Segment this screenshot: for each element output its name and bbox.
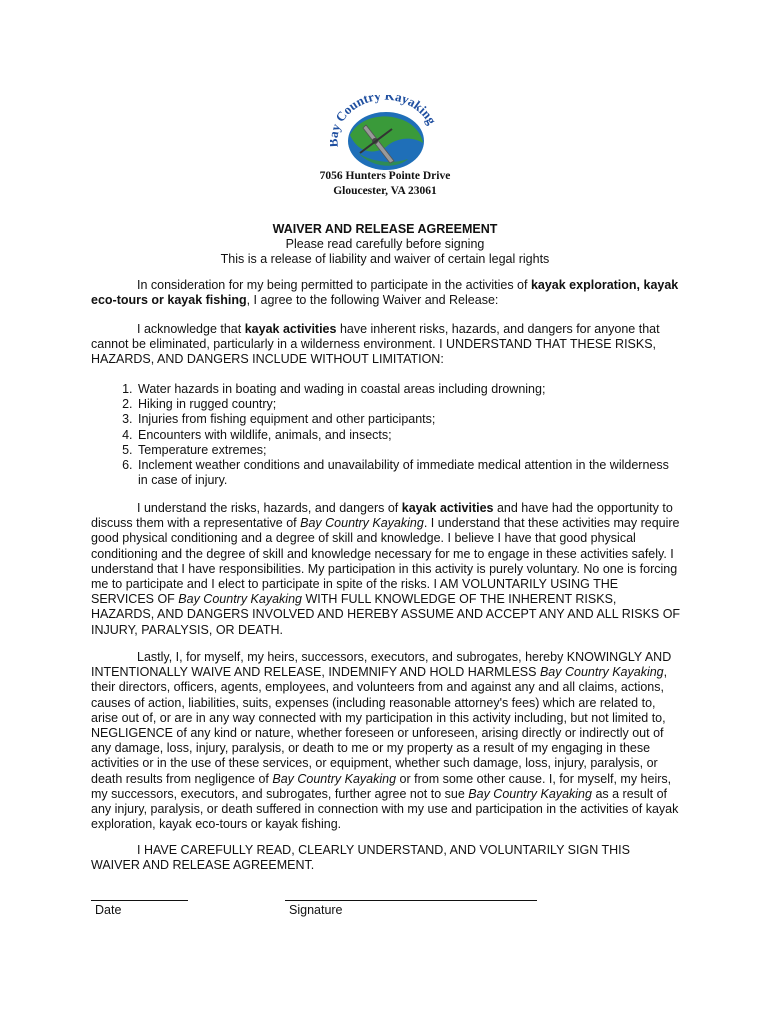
p2-text: I acknowledge that — [137, 322, 245, 336]
p3-text-c: and have had the opportunity to discuss them with a representative of — [91, 501, 673, 531]
p4-text-g: as a result of any injury, paralysis, or death suffered in connection with my use and participation in the activities of kayak exploration, kayak eco-tours or kayak fishing. — [91, 786, 679, 832]
signature-label: Signature — [289, 903, 343, 917]
p3-company-name: Bay Country Kayaking — [300, 516, 424, 531]
risk-item: 2. Hiking in rugged country; — [136, 397, 681, 412]
svg-text:Bay Country Kayaking: Country Kayaking — [332, 95, 440, 127]
p4-text-a: Lastly, I, for myself, my heirs, successors, executors, and subrogates, hereby KNOWINGLY AND INTENTIONALLY WAIVE AND RELEASE, INDEMNIFY AND HOLD HARMLESS — [91, 650, 672, 680]
heading-subtitle-2: This is a release of liability and waiver of certain legal rights — [220, 252, 550, 266]
p4-company-name: Bay Country Kayaking — [539, 665, 664, 680]
p3-text-a: I understand the risks, hazards, and dangers of — [137, 501, 402, 515]
understanding-paragraph — [91, 501, 681, 638]
p2-kayak-activities: kayak activities — [244, 322, 337, 336]
acknowledgement-paragraph — [91, 843, 681, 873]
p1-text: In consideration for my being permitted to participate in the activities of — [137, 278, 531, 292]
address-line1: 7056 Hunters Pointe Drive — [319, 170, 451, 182]
p5-text: I HAVE CAREFULLY READ, CLEARLY UNDERSTAND, AND VOLUNTARILY SIGN THIS WAIVER AND RELEASE AGREEMENT. — [91, 843, 630, 873]
document-title: WAIVER AND RELEASE AGREEMENT — [272, 222, 498, 236]
p3-kayak-activities: kayak activities — [401, 501, 494, 515]
p3-text-g: WITH FULL KNOWLEDGE OF THE INHERENT RISKS, HAZARDS, AND DANGERS INVOLVED AND HEREBY ASSUME AND ACCEPT ANY AND ALL RISKS OF INJURY, PARALYSIS, OR DEATH. — [91, 592, 681, 637]
signature-line[interactable] — [285, 900, 537, 901]
bay-country-kayaking-logo — [330, 95, 440, 175]
consideration-paragraph — [91, 278, 681, 308]
risk-item: 6. Inclement weather conditions and unavailability of immediate medical attention in the wilderness in case of injury. — [136, 458, 681, 488]
risks-list — [91, 382, 681, 488]
risk-item: 3. Injuries from fishing equipment and other participants; — [136, 412, 681, 427]
risk-item: 1. Water hazards in boating and wading in coastal areas including drowning; — [136, 382, 681, 397]
risk-item: 4. Encounters with wildlife, animals, and insects; — [136, 428, 681, 443]
p3-company-name-2: Bay Country Kayaking — [178, 592, 302, 607]
p4-text-c: , their directors, officers, agents, employees, and volunteers from and against any and all claims, actions, causes of action, liabilities, suits, expenses (including reasonable attorney's fees) which are related to, arise out of, or are in any way connected with my participation in this activity including, but not limited to, NEGLIGENCE of any kind or nature, whether foreseen or unforeseen, arising directly or indirectly out of any damage, loss, injury, paralysis, or death to me or my property as a result of my engaging in these activities or in the use of these services, or equipment, whether such damage, loss, injury, paralysis, or death results from negligence of — [91, 665, 668, 786]
date-label: Date — [95, 903, 122, 917]
acknowledge-paragraph — [91, 322, 681, 368]
release-paragraph — [91, 650, 681, 832]
heading-subtitle-1: Please read carefully before signing — [285, 237, 485, 251]
risk-item: 5. Temperature extremes; — [136, 443, 681, 458]
p4-text-e: or from some other cause. I, for myself, my heirs, my successors, executors, and subrogates, further agree not to sue — [91, 771, 672, 801]
address-line2: Gloucester, VA 23061 — [333, 185, 437, 197]
p1-activities: kayak exploration, kayak eco-tours or kayak fishing — [91, 278, 679, 308]
p3-text-e: . I understand that these activities may require good physical conditioning and a degree of skill and knowledge. I believe I have that good physical conditioning and the degree of skill and knowledge necessary for me to engage in these activities safely. I understand that I have responsibilities. My participation in this activity is purely voluntary. No one is forcing me to participate and I elect to participate in spite of the risks. I AM VOLUNTARILY USING THE SERVICES OF — [91, 516, 680, 607]
p4-company-name-2: Bay Country Kayaking — [272, 771, 397, 786]
date-line[interactable] — [91, 900, 188, 901]
heading-block — [0, 222, 770, 267]
kayak-logo-graphic — [330, 95, 440, 175]
p4-company-name-3: Bay Country Kayaking — [468, 786, 592, 801]
p2-text-end: have inherent risks, hazards, and dangers for anyone that cannot be eliminated, particularly in a wilderness environment. I UNDERSTAND THAT THESE RISKS, HAZARDS, AND DANGERS INCLUDE WITHOUT LIMITATION: — [91, 322, 660, 367]
p1-text-end: , I agree to the following Waiver and Release: — [246, 293, 499, 308]
